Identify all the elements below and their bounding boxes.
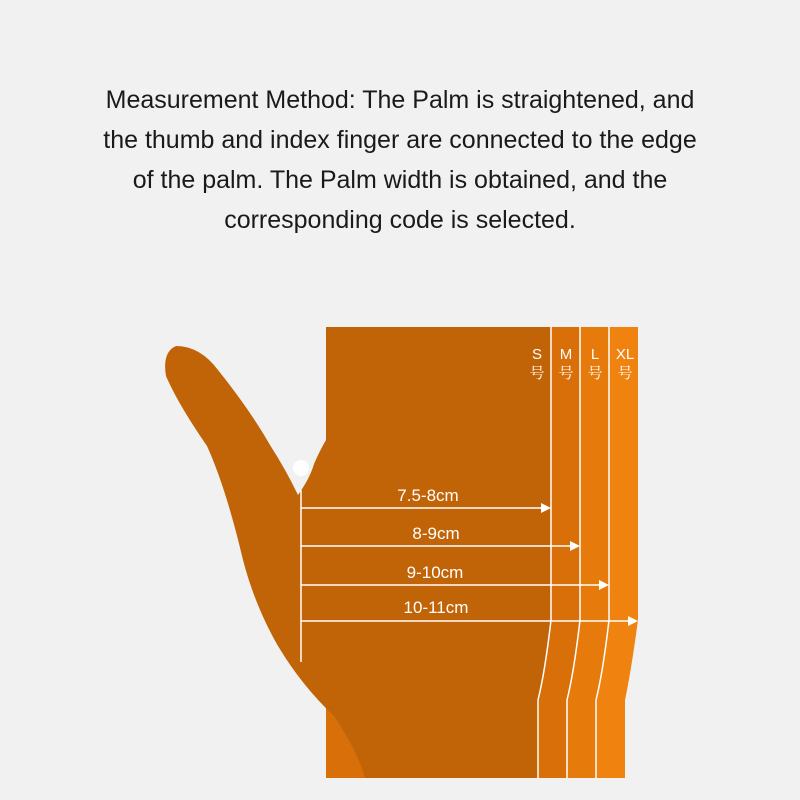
size-code-m: M — [559, 346, 573, 363]
instruction-line-4: corresponding code is selected. — [224, 206, 576, 234]
size-code-s: S — [531, 346, 543, 363]
measure-label-m: 8-9cm — [412, 524, 460, 543]
measure-label-l: 9-10cm — [406, 563, 464, 582]
thumb-index-joint-dot — [293, 460, 309, 476]
measure-label-s: 7.5-8cm — [397, 486, 459, 505]
instruction-line-1: Measurement Method: The Palm is straightened, and — [105, 86, 695, 114]
size-suffix-m: 号 — [558, 365, 574, 382]
size-suffix-l: 号 — [587, 365, 603, 382]
size-suffix-xl: 号 — [617, 365, 633, 382]
size-code-xl: XL — [615, 346, 635, 363]
instruction-line-3: of the palm. The Palm width is obtained, and the — [132, 166, 668, 194]
measure-label-xl: 10-11cm — [403, 598, 469, 617]
hand-silhouette — [165, 327, 551, 778]
size-code-l: L — [590, 346, 600, 363]
size-suffix-s: 号 — [529, 365, 545, 382]
instruction-line-2: the thumb and index finger are connected to the edge — [103, 126, 697, 154]
